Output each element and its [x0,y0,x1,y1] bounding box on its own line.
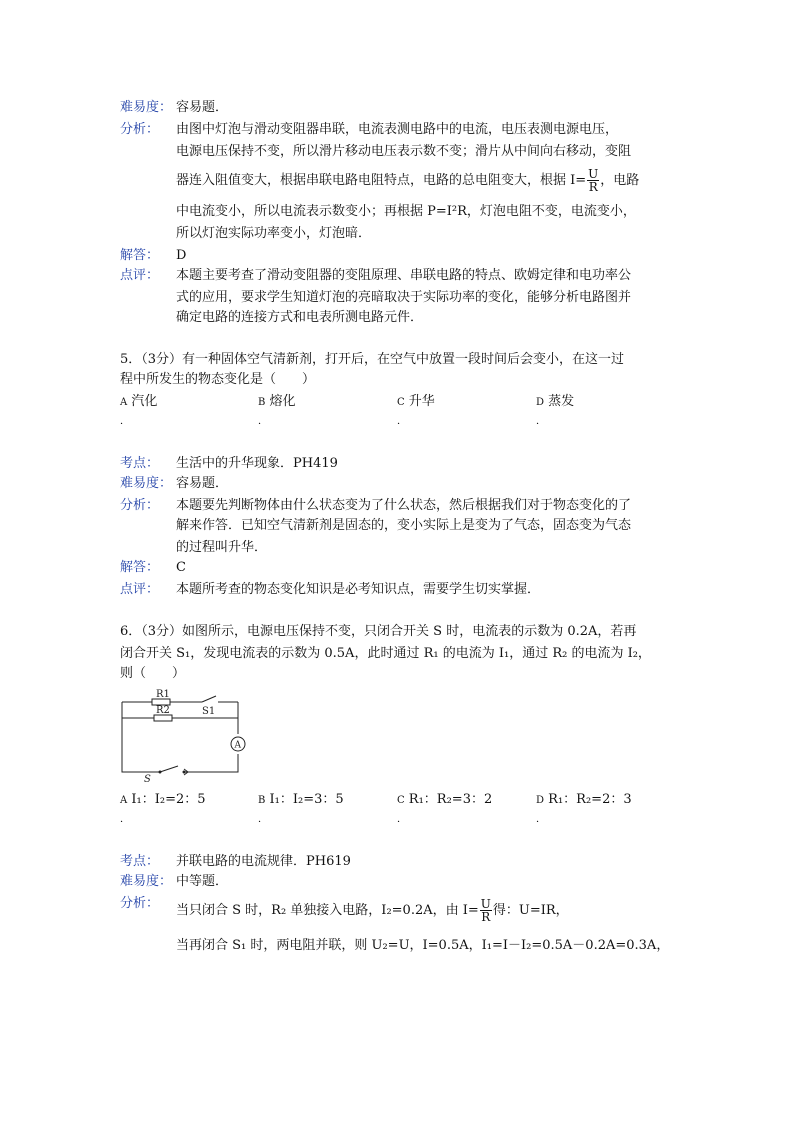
q5-stem-line-1: 5．（3分）有一种固体空气清新剂，打开后，在空气中放置一段时间后会变小，在这一过 [120,352,625,367]
q6-kaodian-label: 考点： [120,854,160,869]
q4-analysis-label: 分析： [120,122,160,137]
q5-option-c[interactable]: C 升华 [397,394,435,409]
q5-kaodian-label: 考点： [120,456,160,471]
r2-label: R2 [156,705,170,716]
q5-option-b[interactable]: B 熔化 [258,394,296,409]
q6-analysis-line-1a: 当只闭合 S 时，R₂ 单独接入电路，I₂=0.2A，由 I= [176,903,479,918]
q5-option-b-dot: ． [258,416,268,427]
q6-difficulty: 中等题． [176,874,229,889]
q5-difficulty: 容易题． [176,476,229,491]
q6-option-c[interactable]: C R₁：R₂=3：2 [397,792,493,807]
q4-comment-line-2: 式的应用，要求学生知道灯泡的亮暗取决于实际功率的变化，能够分析电路图并 [176,290,632,305]
q5-analysis-line-3: 的过程叫升华． [176,540,268,555]
q5-kaodian: 生活中的升华现象．PH419 [176,456,338,471]
q5-analysis-label: 分析： [120,498,160,513]
fraction-denominator: R [588,180,598,194]
q5-answer: C [176,560,186,575]
ohm-fraction [480,898,492,923]
q4-answer-label: 解答： [120,248,160,263]
q4-comment-label: 点评： [120,268,160,283]
r1-label: R1 [156,689,170,700]
q5-option-a-dot: ． [120,416,130,427]
q6-option-d[interactable]: D R₁：R₂=2：3 [536,792,632,807]
q6-analysis-line-2: 当再闭合 S₁ 时，两电阻并联，则 U₂=U，I=0.5A，I₁=I－I₂=0.5A－0.2A=0.3A， [176,938,670,953]
fraction-denominator: R [481,910,491,924]
q5-difficulty-label: 难易度： [120,476,173,491]
q5-option-a[interactable]: A 汽化 [120,394,158,409]
q4-analysis-line-5: 所以灯泡实际功率变小，灯泡暗． [176,226,372,241]
s-label: S [144,774,151,784]
q4-difficulty: 容易题． [176,100,229,115]
q5-comment: 本题所考查的物态变化知识是必考知识点，需要学生切实掌握． [176,582,541,597]
q6-option-d-dot: ． [536,814,546,825]
q4-analysis-line-2: 电源电压保持不变，所以滑片移动电压表示数不变；滑片从中间向右移动，变阻 [176,144,632,159]
q6-option-b[interactable]: B I₁：I₂=3：5 [258,792,344,807]
q6-analysis-line-1b: 得：U=IR， [492,903,569,918]
q4-comment-line-1: 本题主要考查了滑动变阻器的变阻原理、串联电路的特点、欧姆定律和电功率公 [176,268,632,283]
q4-answer: D [176,248,187,263]
q5-option-c-dot: ． [397,416,407,427]
q4-analysis-line-3b: ，电路 [600,173,640,188]
q6-stem-line-3: 则（ ） [120,666,186,681]
q6-analysis-label: 分析： [120,896,160,911]
circuit-diagram [116,688,246,784]
q6-option-c-dot: ． [397,814,407,825]
q4-analysis-line-3 [176,168,639,194]
fraction-numerator: U [480,897,491,911]
q6-kaodian: 并联电路的电流规律．PH619 [176,854,351,869]
q6-option-a[interactable]: A I₁：I₂=2：5 [120,792,206,807]
q4-analysis-line-1: 由图中灯泡与滑动变阻器串联，电流表测电路中的电流，电压表测电源电压， [176,122,619,137]
q5-option-d-dot: ． [536,416,546,427]
q5-stem-line-2: 程中所发生的物态变化是（ ） [120,372,316,387]
q5-analysis-line-1: 本题要先判断物体由什么状态变为了什么状态，然后根据我们对于物态变化的了 [176,498,632,513]
s1-label: S1 [202,706,216,717]
q4-analysis-line-3a: 器连入阻值变大，根据串联电路电阻特点，电路的总电阻变大，根据 I= [176,173,587,188]
q6-stem-line-1: 6．（3分）如图所示，电源电压保持不变，只闭合开关 S 时，电流表的示数为 0.2A，若再 [120,624,637,639]
ammeter-label: A [234,740,241,751]
q6-difficulty-label: 难易度： [120,874,173,889]
q5-comment-label: 点评： [120,582,160,597]
q6-option-b-dot: ． [258,814,268,825]
q5-analysis-line-2: 解来作答．已知空气清新剂是固态的，变小实际上是变为了气态，固态变为气态 [176,518,632,533]
q5-option-d[interactable]: D 蒸发 [536,394,575,409]
q4-analysis-line-4: 中电流变小，所以电流表示数变小；再根据 P=I²R，灯泡电阻不变，电流变小， [176,204,636,219]
q6-analysis-line-1 [176,898,569,924]
ohm-fraction [587,168,599,193]
q4-difficulty-label: 难易度： [120,100,173,115]
q6-stem-line-2: 闭合开关 S₁，发现电流表的示数为 0.5A，此时通过 R₁ 的电流为 I₁，通过 R₂ 的电流为 I₂， [120,646,651,661]
fraction-numerator: U [588,167,599,181]
q6-option-a-dot: ． [120,814,130,825]
q5-answer-label: 解答： [120,560,160,575]
q4-comment-line-3: 确定电路的连接方式和电表所测电路元件． [176,310,424,325]
